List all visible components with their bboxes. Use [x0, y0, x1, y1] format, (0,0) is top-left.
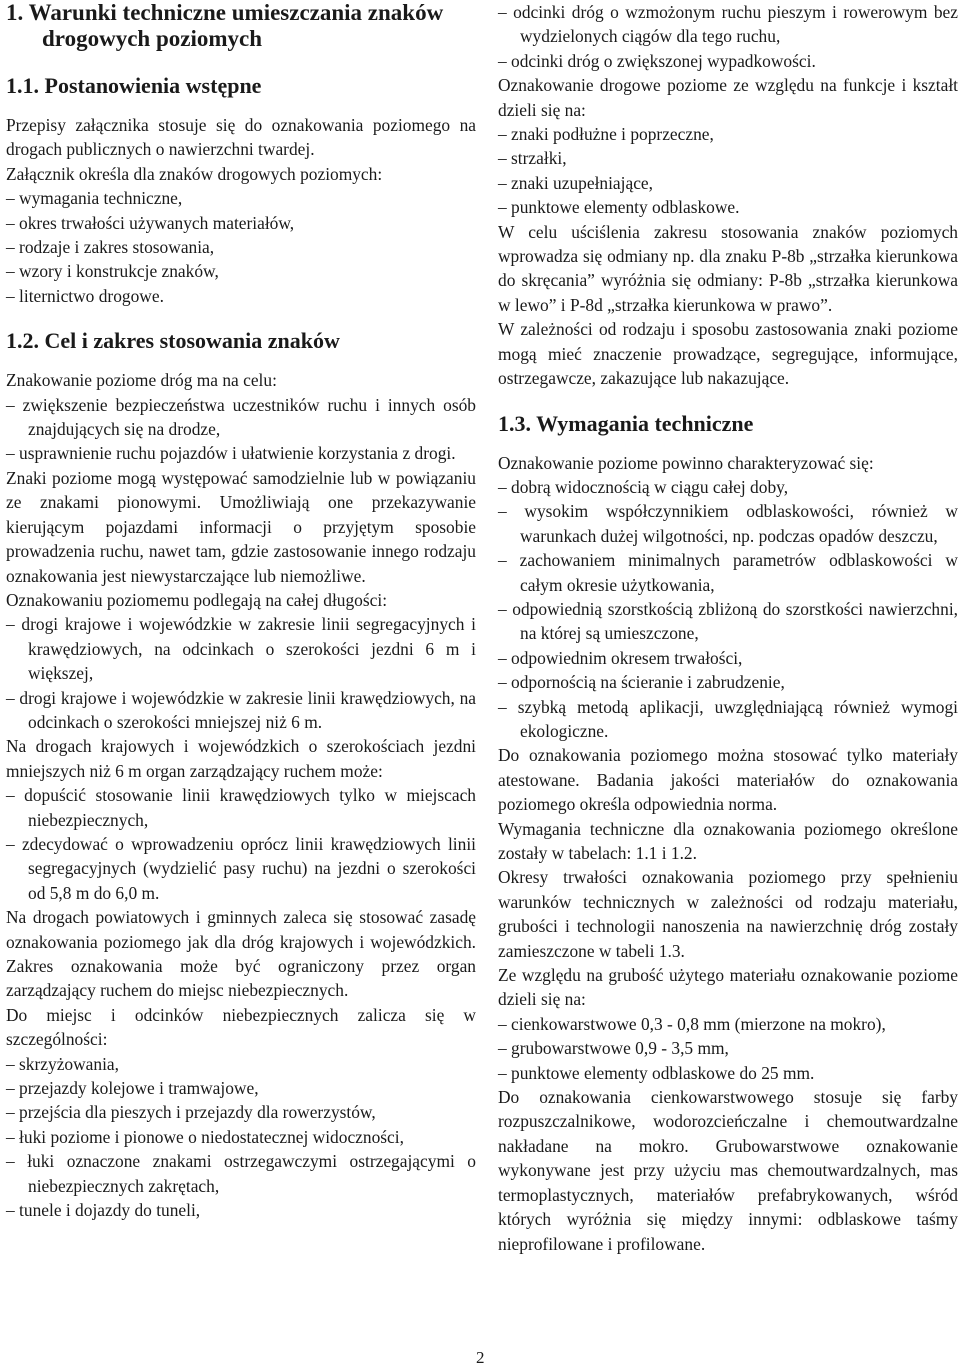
list-item: – odpowiednim okresem trwałości, — [498, 647, 743, 668]
list-item: – szybką metodą aplikacji, uwzględniającą również wymogi ekologiczne. — [498, 696, 958, 741]
list-item: – grubowarstwowe 0,9 - 3,5 mm, — [498, 1038, 729, 1059]
list-item: – znaki podłużne i poprzeczne, — [498, 124, 714, 145]
paragraph: Wymagania techniczne dla oznakowania poziomego określone zostały w tabelach: 1.1 i 1.2. — [498, 818, 958, 863]
list-item: – zdecydować o wprowadzeniu oprócz linii krawędziowych linii segregacyjnych (wydzielić pasy ruchu) na jezdni o szerokości od 5,8 m do 6,0 m. — [6, 833, 476, 903]
list-item: – usprawnienie ruchu pojazdów i ułatwienie korzystania z drogi. — [6, 443, 456, 464]
paragraph: Oznakowanie drogowe poziome ze względu na funkcje i kształt dzieli się na: — [498, 75, 958, 120]
paragraph: Oznakowaniu poziomemu podlegają na całej długości: — [6, 589, 388, 610]
section-heading-1-1: 1.1. Postanowienia wstępne — [6, 73, 262, 98]
list-item: – przejazdy kolejowe i tramwajowe, — [6, 1078, 259, 1099]
list-item: – punktowe elementy odblaskowe. — [498, 197, 740, 218]
left-column — [6, 0, 476, 1222]
section-heading-1-2: 1.2. Cel i zakres stosowania znaków — [6, 328, 340, 354]
list-item: – odpornością na ścieranie i zabrudzenie, — [498, 672, 785, 693]
chapter-heading: 1. Warunki techniczne umieszczania znaków drogowych poziomych — [6, 0, 444, 51]
list-item: – punktowe elementy odblaskowe do 25 mm. — [498, 1062, 815, 1083]
list-item: – cienkowarstwowe 0,3 - 0,8 mm (mierzone na mokro), — [498, 1013, 886, 1034]
continued-block — [498, 0, 958, 391]
list-item: – wymagania techniczne, — [6, 188, 183, 209]
page-number: 2 — [476, 1348, 485, 1367]
list-item: – liternictwo drogowe. — [6, 285, 164, 306]
list-item: – wysokim współczynnikiem odblaskowości, również w warunkach dużej wilgotności, np. podczas opadów deszczu, — [498, 501, 958, 546]
list-item: – strzałki, — [498, 148, 567, 169]
paragraph: Do miejsc i odcinków niebezpiecznych zalicza się w szczególności: — [6, 1004, 476, 1050]
list-item: – łuki poziome i pionowe o niedostatecznej widoczności, — [6, 1126, 404, 1147]
paragraph: Do oznakowania poziomego można stosować tylko materiały atestowane. Badania jakości materiałów do oznakowania poziomego określa odpowiednia norma. — [498, 745, 958, 815]
paragraph: Załącznik określa dla znaków drogowych poziomych: — [6, 163, 383, 184]
list-item: – odcinki dróg o wzmożonym ruchu pieszym i rowerowym bez wydzielonych ciągów dla tego ruchu, — [498, 2, 958, 47]
list-item: – dobrą widocznością w ciągu całej doby, — [498, 476, 789, 497]
paragraph: W zależności od rodzaju i sposobu zastosowania znaki poziome mogą mieć znaczenie prowadzące, segregujące, informujące, ostrzegawcze, zakazujące lub nakazujące. — [498, 319, 958, 389]
list-item: – zwiększenie bezpieczeństwa uczestników ruchu i innych osób znajdujących się na drodze, — [6, 394, 476, 440]
list-item: – drogi krajowe i wojewódzkie w zakresie linii krawędziowych, na odcinkach o szerokości mniejszej niż 6 m. — [6, 687, 476, 732]
list-item: – łuki oznaczone znakami ostrzegawczymi ostrzegającymi o niebezpiecznych zakrętach, — [6, 1151, 476, 1196]
list-item: – zachowaniem minimalnych parametrów odblaskowości w całym okresie użytkowania, — [498, 550, 958, 595]
list-item: – odpowiednią szorstkością zbliżoną do szorstkości nawierzchni, na której są umieszczone, — [498, 598, 958, 644]
paragraph: Do oznakowania cienkowarstwowego stosuje się farby rozpuszczalnikowe, wodorozcieńczalne i chemoutwardzalne nakładane na mokro. Grubowarstwowe oznakowanie wykonywane jest przy użyciu mas chemoutwardzalnych, mas termoplastycznych, materiałów prefabrykowanych, wśród których wyróżnia się między innymi: odblaskowe taśmy nieprofilowane i profilowane. — [498, 1087, 958, 1254]
paragraph: Okresy trwałości oznakowania poziomego przy spełnieniu warunków technicznych w zależności od rodzaju materiału, grubości i technologii nanoszenia na nawierzchnię dróg zostały zamieszczone w tabeli 1.3. — [498, 867, 958, 961]
section-heading-1-3: 1.3. Wymagania techniczne — [498, 410, 754, 436]
paragraph: Oznakowanie poziome powinno charakteryzować się: — [498, 452, 874, 473]
paragraph: Na drogach krajowych i wojewódzkich o szerokościach jezdni mniejszych niż 6 m organ zarządzający ruchem może: — [6, 736, 476, 781]
list-item: – tunele i dojazdy do tuneli, — [6, 1200, 201, 1221]
list-item: – znaki uzupełniające, — [498, 172, 653, 193]
list-item: – okres trwałości używanych materiałów, — [6, 212, 295, 233]
paragraph: Na drogach powiatowych i gminnych zaleca się stosować zasadę oznakowania poziomego jak dla dróg krajowych i wojewódzkich. Zakres oznakowania może być ograniczony przez organ zarządzający ruchem do miejsc niebezpiecznych. — [6, 907, 476, 1001]
paragraph: Znakowanie poziome dróg ma na celu: — [6, 370, 277, 391]
intro-block — [6, 113, 476, 308]
paragraph: Znaki poziome mogą występować samodzielnie lub w powiązaniu ze znakami pionowymi. Umożliwiają one przekazywanie kierującym pojazdami informacji o przyjętym sposobie prowadzenia ruchu, nawet tam, gdzie zastosowanie innego rodzaju oznakowania jest niewystarczające lub niemożliwe. — [6, 467, 476, 586]
list-item: – skrzyżowania, — [6, 1053, 119, 1074]
paragraph: W celu uściślenia zakresu stosowania znaków poziomych wprowadza się odmiany np. dla znaku P-8b „strzałka kierunkowa do skręcania” wyróżnia się odmiany: P-8b „strzałka kierunkowa w lewo” i P-8d „strzałka kierunkowa w prawo”. — [498, 221, 958, 315]
list-item: – przejścia dla pieszych i przejazdy dla rowerzystów, — [6, 1102, 376, 1123]
list-item: – drogi krajowe i wojewódzkie w zakresie linii segregacyjnych i krawędziowych, na odcinkach o szerokości jezdni 6 m i większej, — [6, 614, 476, 684]
requirements-block — [498, 451, 958, 1256]
goal-block — [6, 368, 476, 1222]
list-item: – dopuścić stosowanie linii krawędziowych tylko w miejscach niebezpiecznych, — [6, 785, 476, 830]
paragraph: Ze względu na grubość użytego materiału oznakowanie poziome dzieli się na: — [498, 965, 958, 1010]
list-item: – odcinki dróg o zwiększonej wypadkowości. — [498, 50, 816, 71]
paragraph: Przepisy załącznika stosuje się do oznakowania poziomego na drogach publicznych o nawierzchni twardej. — [6, 115, 476, 160]
list-item: – rodzaje i zakres stosowania, — [6, 237, 215, 258]
right-column — [498, 0, 958, 1256]
list-item: – wzory i konstrukcje znaków, — [6, 261, 219, 282]
